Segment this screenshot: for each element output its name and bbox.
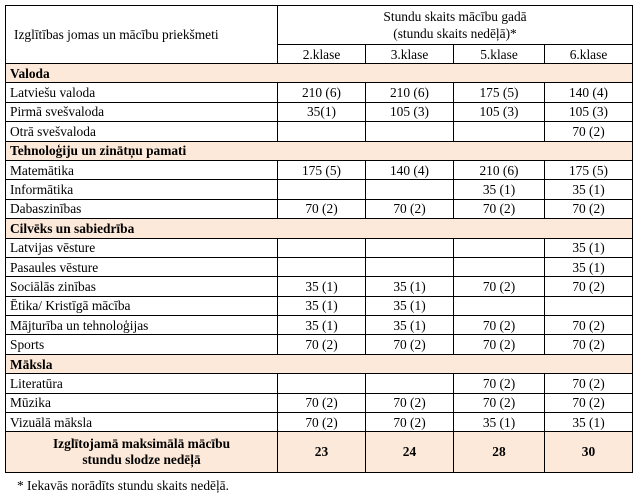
subject-row — [6, 238, 633, 257]
hours-cell: 140 (4) — [545, 83, 633, 102]
hours-cell: 35 (1) — [545, 238, 633, 257]
hours-cell — [278, 257, 366, 276]
hours-cell: 70 (2) — [545, 316, 633, 335]
hours-cell — [278, 122, 366, 141]
subject-row — [6, 102, 633, 121]
subject-row — [6, 180, 633, 199]
subject-row — [6, 122, 633, 141]
total-hours-cell: 28 — [454, 432, 545, 473]
subject-row — [6, 374, 633, 393]
grade-header-2: 2.klase — [278, 45, 366, 64]
hours-cell: 70 (2) — [366, 413, 454, 432]
hours-cell: 35 (1) — [366, 277, 454, 296]
total-label — [6, 432, 278, 473]
subjects-column-header: Izglītības jomas un mācību priekšmeti — [6, 6, 278, 64]
subject-label: Ētika/ Kristīgā mācība — [6, 296, 278, 315]
subject-label: Sociālās zinības — [6, 277, 278, 296]
grade-header-6: 6.klase — [545, 45, 633, 64]
subject-label: Pasaules vēsture — [6, 257, 278, 276]
subject-label: Mūzika — [6, 393, 278, 412]
subject-row — [6, 335, 633, 354]
hours-cell: 70 (2) — [366, 335, 454, 354]
hours-cell: 70 (2) — [278, 335, 366, 354]
hours-cell — [366, 374, 454, 393]
hours-cell — [454, 296, 545, 315]
subject-label: Pirmā svešvaloda — [6, 102, 278, 121]
hours-column-header — [278, 6, 633, 45]
hours-cell: 35 (1) — [278, 316, 366, 335]
hours-cell — [278, 238, 366, 257]
hours-cell: 70 (2) — [454, 393, 545, 412]
hours-cell — [366, 238, 454, 257]
subject-label: Matemātika — [6, 160, 278, 179]
hours-cell: 70 (2) — [366, 393, 454, 412]
hours-cell: 140 (4) — [366, 160, 454, 179]
subject-row — [6, 257, 633, 276]
total-hours-cell: 23 — [278, 432, 366, 473]
hours-cell: 70 (2) — [366, 199, 454, 218]
hours-cell — [454, 238, 545, 257]
category-label: Māksla — [6, 354, 633, 373]
hours-cell: 70 (2) — [454, 335, 545, 354]
subject-row — [6, 277, 633, 296]
subject-label: Mājturība un tehnoloģijas — [6, 316, 278, 335]
hours-cell: 175 (5) — [545, 160, 633, 179]
hours-title-line2: (stundu skaits nedēļā)* — [393, 26, 517, 41]
subject-label: Sports — [6, 335, 278, 354]
subject-row — [6, 160, 633, 179]
category-label: Cilvēks un sabiedrība — [6, 219, 633, 238]
category-row — [6, 64, 633, 83]
hours-cell: 210 (6) — [366, 83, 454, 102]
category-label: Valoda — [6, 64, 633, 83]
hours-cell: 175 (5) — [454, 83, 545, 102]
hours-cell: 70 (2) — [278, 393, 366, 412]
subject-row — [6, 413, 633, 432]
subject-row — [6, 393, 633, 412]
hours-cell: 175 (5) — [278, 160, 366, 179]
hours-cell: 70 (2) — [454, 374, 545, 393]
curriculum-table — [5, 5, 633, 473]
hours-cell: 105 (3) — [454, 102, 545, 121]
total-row — [6, 432, 633, 473]
subject-label: Latvijas vēsture — [6, 238, 278, 257]
category-row — [6, 354, 633, 373]
hours-cell: 70 (2) — [278, 413, 366, 432]
hours-cell: 70 (2) — [278, 199, 366, 218]
subject-label: Vizuālā māksla — [6, 413, 278, 432]
hours-cell: 70 (2) — [545, 199, 633, 218]
hours-cell: 70 (2) — [545, 122, 633, 141]
hours-cell: 105 (3) — [366, 102, 454, 121]
hours-cell: 70 (2) — [454, 199, 545, 218]
hours-cell — [545, 296, 633, 315]
hours-cell: 35 (1) — [545, 257, 633, 276]
hours-cell: 35 (1) — [278, 296, 366, 315]
hours-cell: 70 (2) — [545, 393, 633, 412]
subject-label: Literatūra — [6, 374, 278, 393]
hours-cell: 35 (1) — [545, 180, 633, 199]
subject-label: Dabaszinības — [6, 199, 278, 218]
hours-cell — [366, 257, 454, 276]
hours-cell: 210 (6) — [454, 160, 545, 179]
total-label-line1: Izglītojamā maksimālā mācību — [52, 436, 231, 452]
subject-row — [6, 83, 633, 102]
hours-cell — [278, 374, 366, 393]
subject-row — [6, 316, 633, 335]
hours-cell: 210 (6) — [278, 83, 366, 102]
hours-cell: 70 (2) — [454, 277, 545, 296]
grade-header-5: 5.klase — [454, 45, 545, 64]
hours-cell: 35 (1) — [278, 277, 366, 296]
hours-cell: 35 (1) — [366, 316, 454, 335]
total-hours-cell: 24 — [366, 432, 454, 473]
subject-label: Latviešu valoda — [6, 83, 278, 102]
hours-cell: 70 (2) — [545, 374, 633, 393]
hours-cell — [366, 122, 454, 141]
hours-title-line1: Stundu skaits mācību gadā — [383, 9, 527, 24]
hours-cell: 70 (2) — [454, 316, 545, 335]
hours-cell — [454, 257, 545, 276]
hours-cell: 35 (1) — [545, 413, 633, 432]
total-label-line2: stundu slodze nedēļā — [82, 452, 201, 468]
category-row — [6, 219, 633, 238]
hours-cell — [454, 122, 545, 141]
hours-cell: 70 (2) — [545, 335, 633, 354]
hours-cell: 35(1) — [278, 102, 366, 121]
footnote: * Iekavās norādīts stundu skaits nedēļā. — [17, 478, 229, 493]
hours-cell: 105 (3) — [545, 102, 633, 121]
subject-label: Otrā svešvaloda — [6, 122, 278, 141]
category-label: Tehnoloģiju un zinātņu pamati — [6, 141, 633, 160]
hours-cell: 35 (1) — [366, 296, 454, 315]
hours-cell: 35 (1) — [454, 413, 545, 432]
total-hours-cell: 30 — [545, 432, 633, 473]
hours-cell: 35 (1) — [454, 180, 545, 199]
category-row — [6, 141, 633, 160]
subject-row — [6, 296, 633, 315]
grade-header-3: 3.klase — [366, 45, 454, 64]
subject-row — [6, 199, 633, 218]
hours-cell — [366, 180, 454, 199]
subject-label: Informātika — [6, 180, 278, 199]
hours-cell: 70 (2) — [545, 277, 633, 296]
hours-cell — [278, 180, 366, 199]
